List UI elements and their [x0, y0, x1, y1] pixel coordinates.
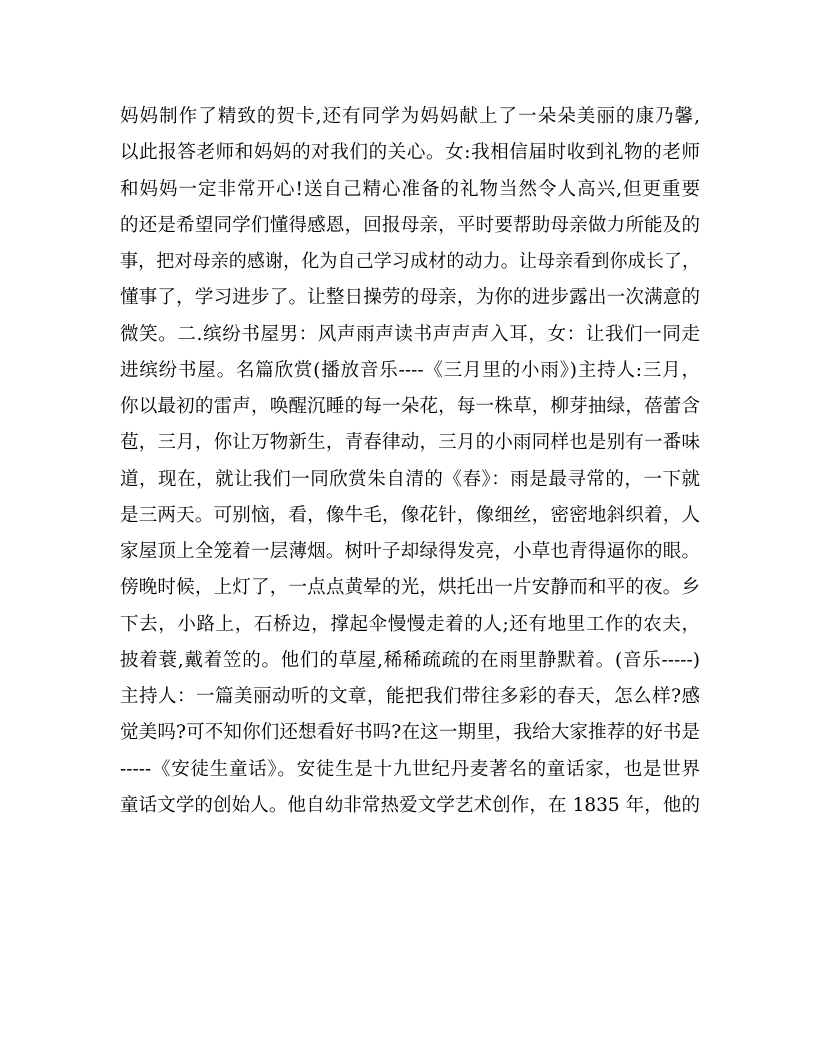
- text-line: 进缤纷书屋。名篇欣赏(播放音乐----《三月里的小雨》)主持人:三月，: [120, 359, 700, 381]
- text-line: 披着蓑,戴着笠的。他们的草屋,稀稀疏疏的在雨里静默着。(音乐-----): [120, 649, 700, 671]
- text-line: 下去，小路上，石桥边，撑起伞慢慢走着的人;还有地里工作的农夫，: [120, 613, 700, 635]
- body-text: [120, 99, 700, 824]
- text-line: 是三两天。可别恼，看，像牛毛，像花针，像细丝，密密地斜织着，人: [120, 504, 700, 526]
- text-line: 以此报答老师和妈妈的对我们的关心。女:我相信届时收到礼物的老师: [120, 142, 700, 164]
- text-line: 的还是希望同学们懂得感恩，回报母亲，平时要帮助母亲做力所能及的: [120, 214, 700, 236]
- text-line: 懂事了，学习进步了。让整日操劳的母亲，为你的进步露出一次满意的: [120, 287, 700, 309]
- text-line: 微笑。二.缤纷书屋男：风声雨声读书声声声入耳，女：让我们一同走: [120, 323, 700, 345]
- text-line: 妈妈制作了精致的贺卡,还有同学为妈妈献上了一朵朵美丽的康乃馨,: [120, 106, 700, 127]
- text-line: 苞，三月，你让万物新生，青春律动，三月的小雨同样也是别有一番味: [120, 432, 700, 454]
- text-line: 事，把对母亲的感谢，化为自己学习成材的动力。让母亲看到你成长了，: [120, 251, 700, 272]
- text-line: -----《安徒生童话》。安徒生是十九世纪丹麦著名的童话家，也是世界: [120, 758, 700, 780]
- text-line: 觉美吗?可不知你们还想看好书吗?在这一期里，我给大家推荐的好书是: [120, 722, 700, 744]
- text-line: 傍晚时候，上灯了，一点点黄晕的光，烘托出一片安静而和平的夜。乡: [120, 577, 700, 599]
- text-line: 你以最初的雷声，唤醒沉睡的每一朵花，每一株草，柳芽抽绿，蓓蕾含: [120, 396, 700, 417]
- text-line: 童话文学的创始人。他自幼非常热爱文学艺术创作，在 1835 年，他的: [120, 794, 700, 816]
- text-line: 主持人：一篇美丽动听的文章，能把我们带往多彩的春天，怎么样?感: [120, 686, 700, 707]
- text-line: 和妈妈一定非常开心!送自己精心准备的礼物当然令人高兴,但更重要: [120, 178, 700, 200]
- text-line: 家屋顶上全笼着一层薄烟。树叶子却绿得发亮，小草也青得逼你的眼。: [120, 541, 700, 562]
- text-line: 道，现在，就让我们一同欣赏朱自清的《春》：雨是最寻常的，一下就: [120, 468, 700, 490]
